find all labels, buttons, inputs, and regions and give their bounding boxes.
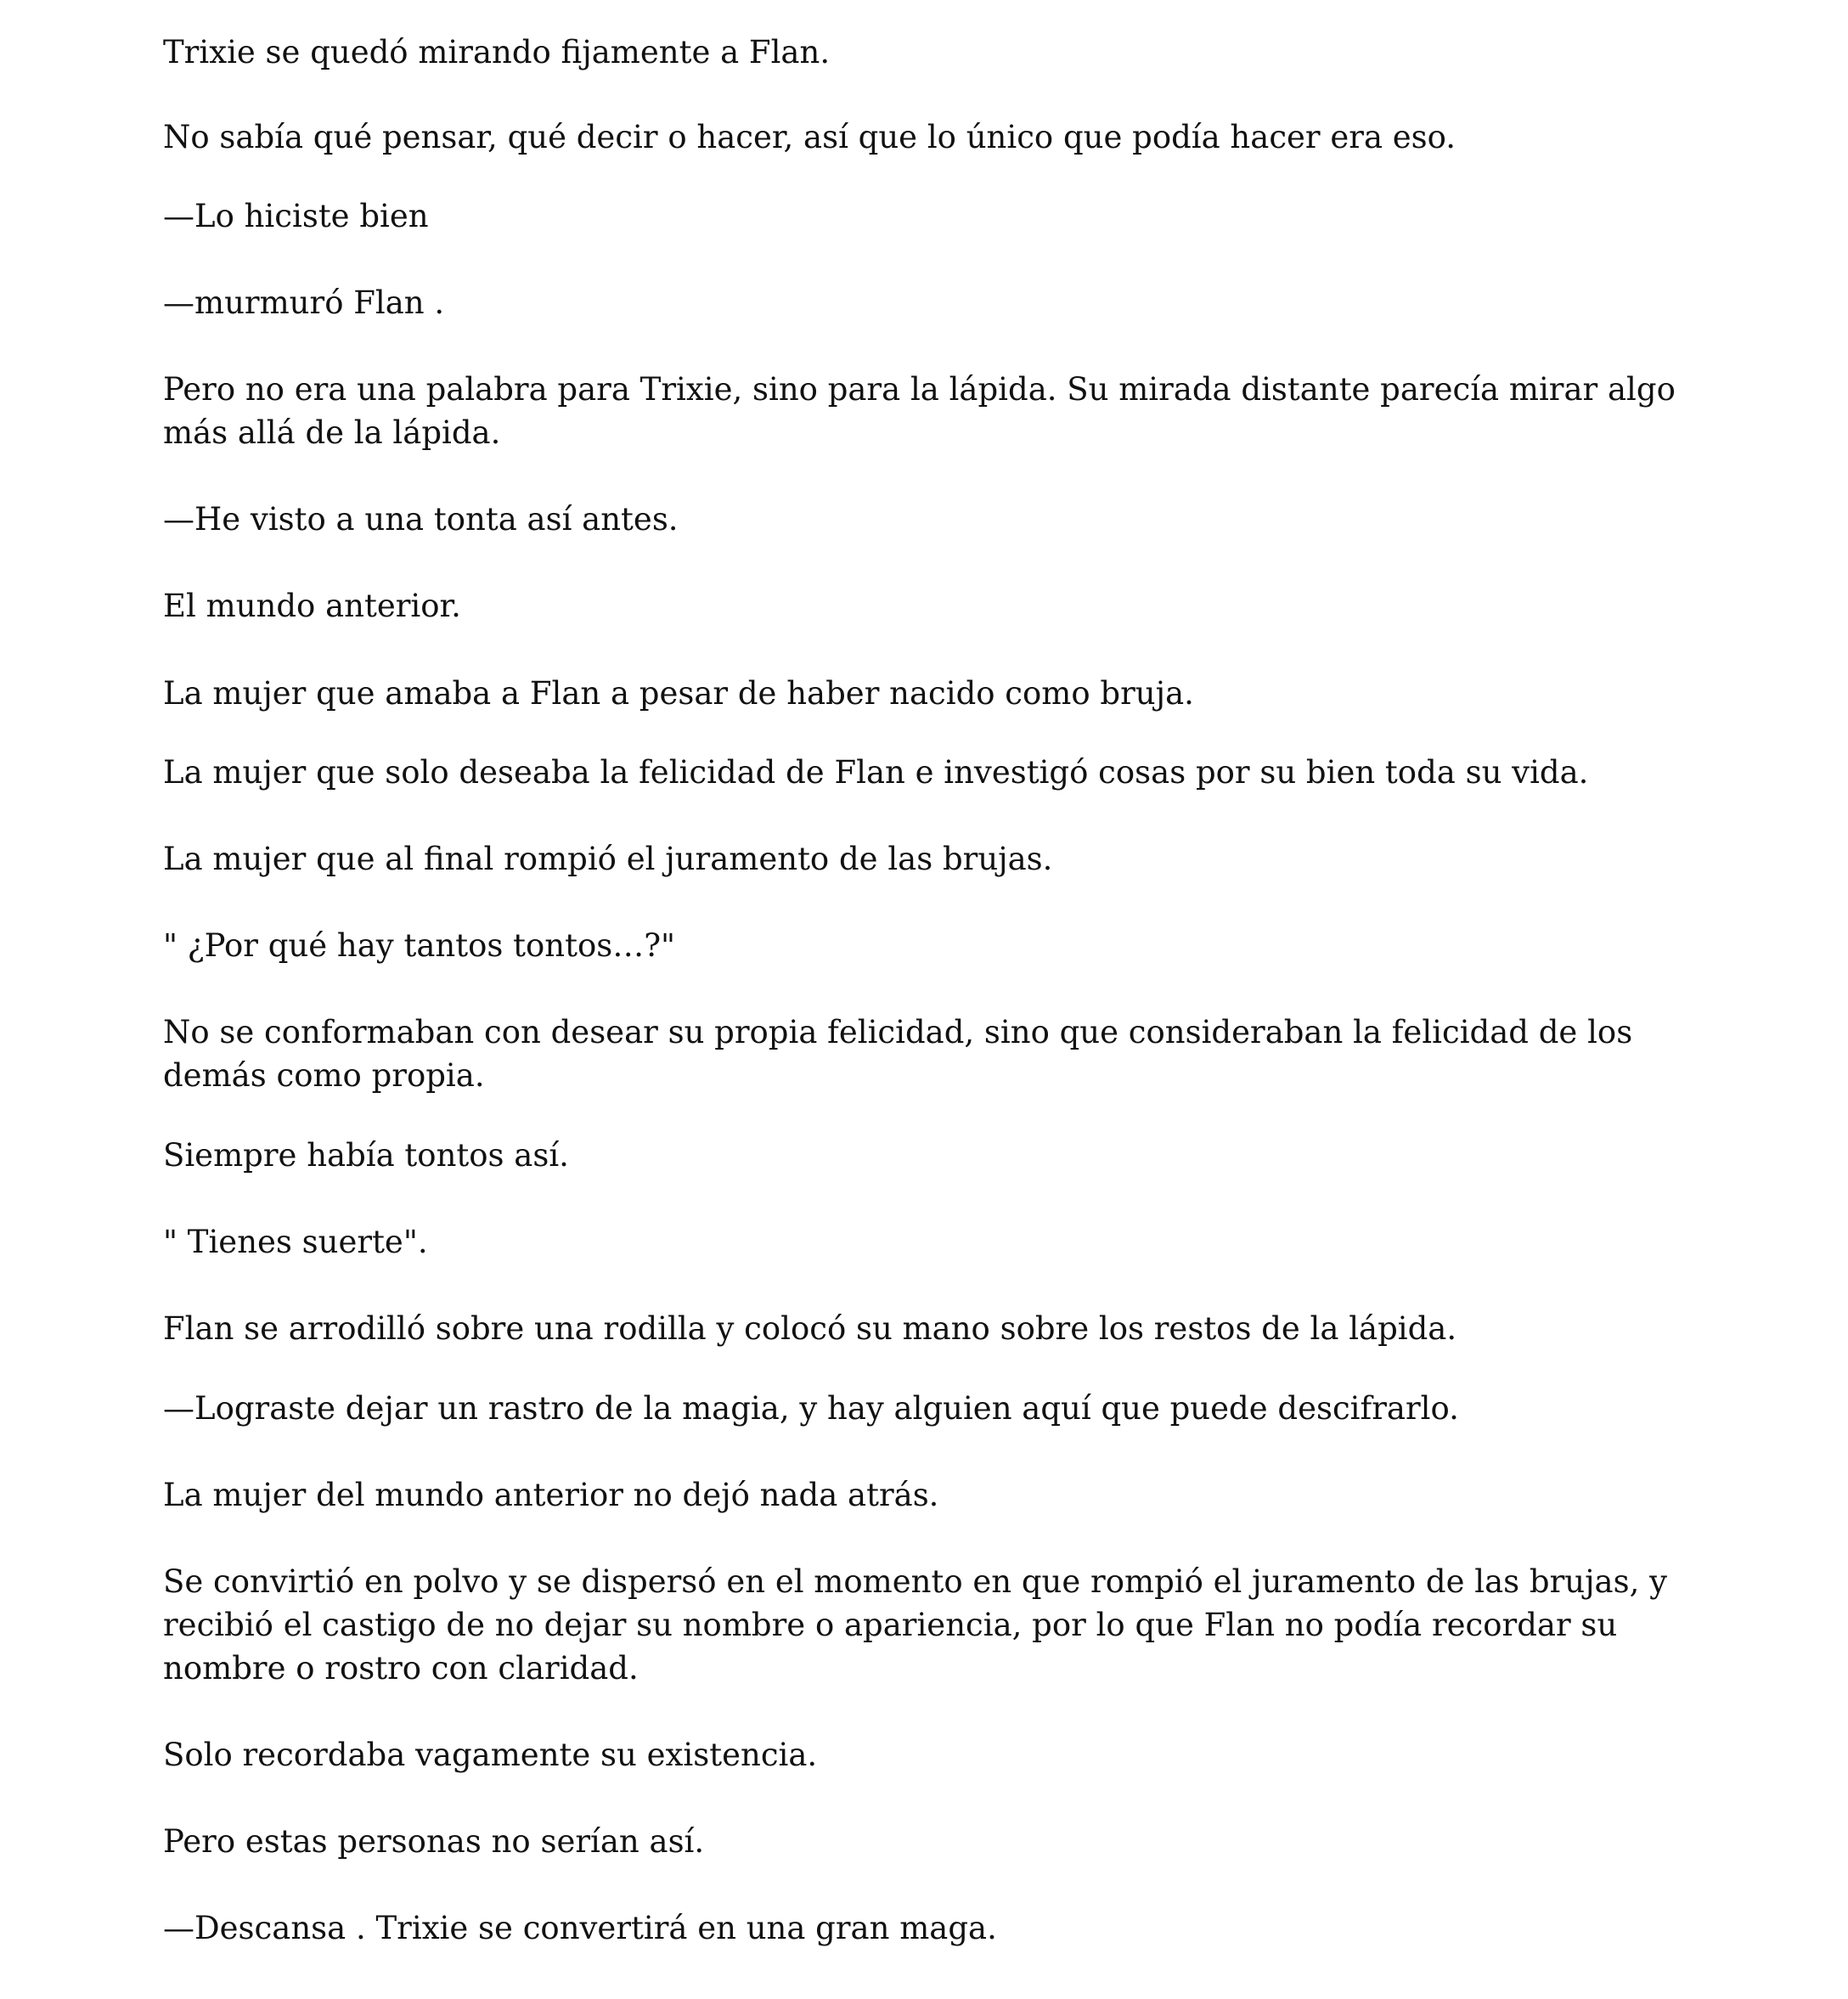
paragraph: —He visto a una tonta así antes. [163,501,679,538]
paragraph: " Tienes suerte". [163,1224,428,1260]
paragraph: No se conformaban con desear su propia felicidad, sino que consideraban la felicidad de los demás como propia. [163,1014,1633,1094]
paragraph: Trixie se quedó mirando fijamente a Flan. [163,34,831,70]
paragraph: Pero estas personas no serían así. [163,1823,705,1860]
paragraph: El mundo anterior. [163,588,461,624]
paragraph: Solo recordaba vagamente su existencia. [163,1737,818,1773]
paragraph: Flan se arrodilló sobre una rodilla y colocó su mano sobre los restos de la lápida. [163,1310,1457,1347]
paragraph: La mujer que amaba a Flan a pesar de haber nacido como bruja. [163,675,1194,712]
paragraph: No sabía qué pensar, qué decir o hacer, así que lo único que podía hacer era eso. [163,119,1456,155]
paragraph: La mujer que al final rompió el juramento de las brujas. [163,841,1053,877]
paragraph: " ¿Por qué hay tantos tontos…?" [163,927,676,964]
paragraph: La mujer que solo deseaba la felicidad de Flan e investigó cosas por su bien toda su vida. [163,754,1589,791]
paragraph: Se convirtió en polvo y se dispersó en el momento en que rompió el juramento de las brujas, y recibió el castigo de no dejar su nombre o apariencia, por lo que Flan no podía recordar su nombre o rostro con claridad. [163,1563,1668,1686]
paragraph: La mujer del mundo anterior no dejó nada atrás. [163,1477,939,1513]
paragraph: Pero no era una palabra para Trixie, sino para la lápida. Su mirada distante parecía mirar algo más allá de la lápida. [163,371,1676,451]
paragraph: Siempre había tontos así. [163,1137,569,1174]
paragraph: —Lo hiciste bien [163,198,429,234]
paragraph: —Descansa . Trixie se convertirá en una gran maga. [163,1910,997,1946]
paragraph: —Lograste dejar un rastro de la magia, y hay alguien aquí que puede descifrarlo. [163,1390,1459,1427]
paragraph: —murmuró Flan . [163,284,445,321]
